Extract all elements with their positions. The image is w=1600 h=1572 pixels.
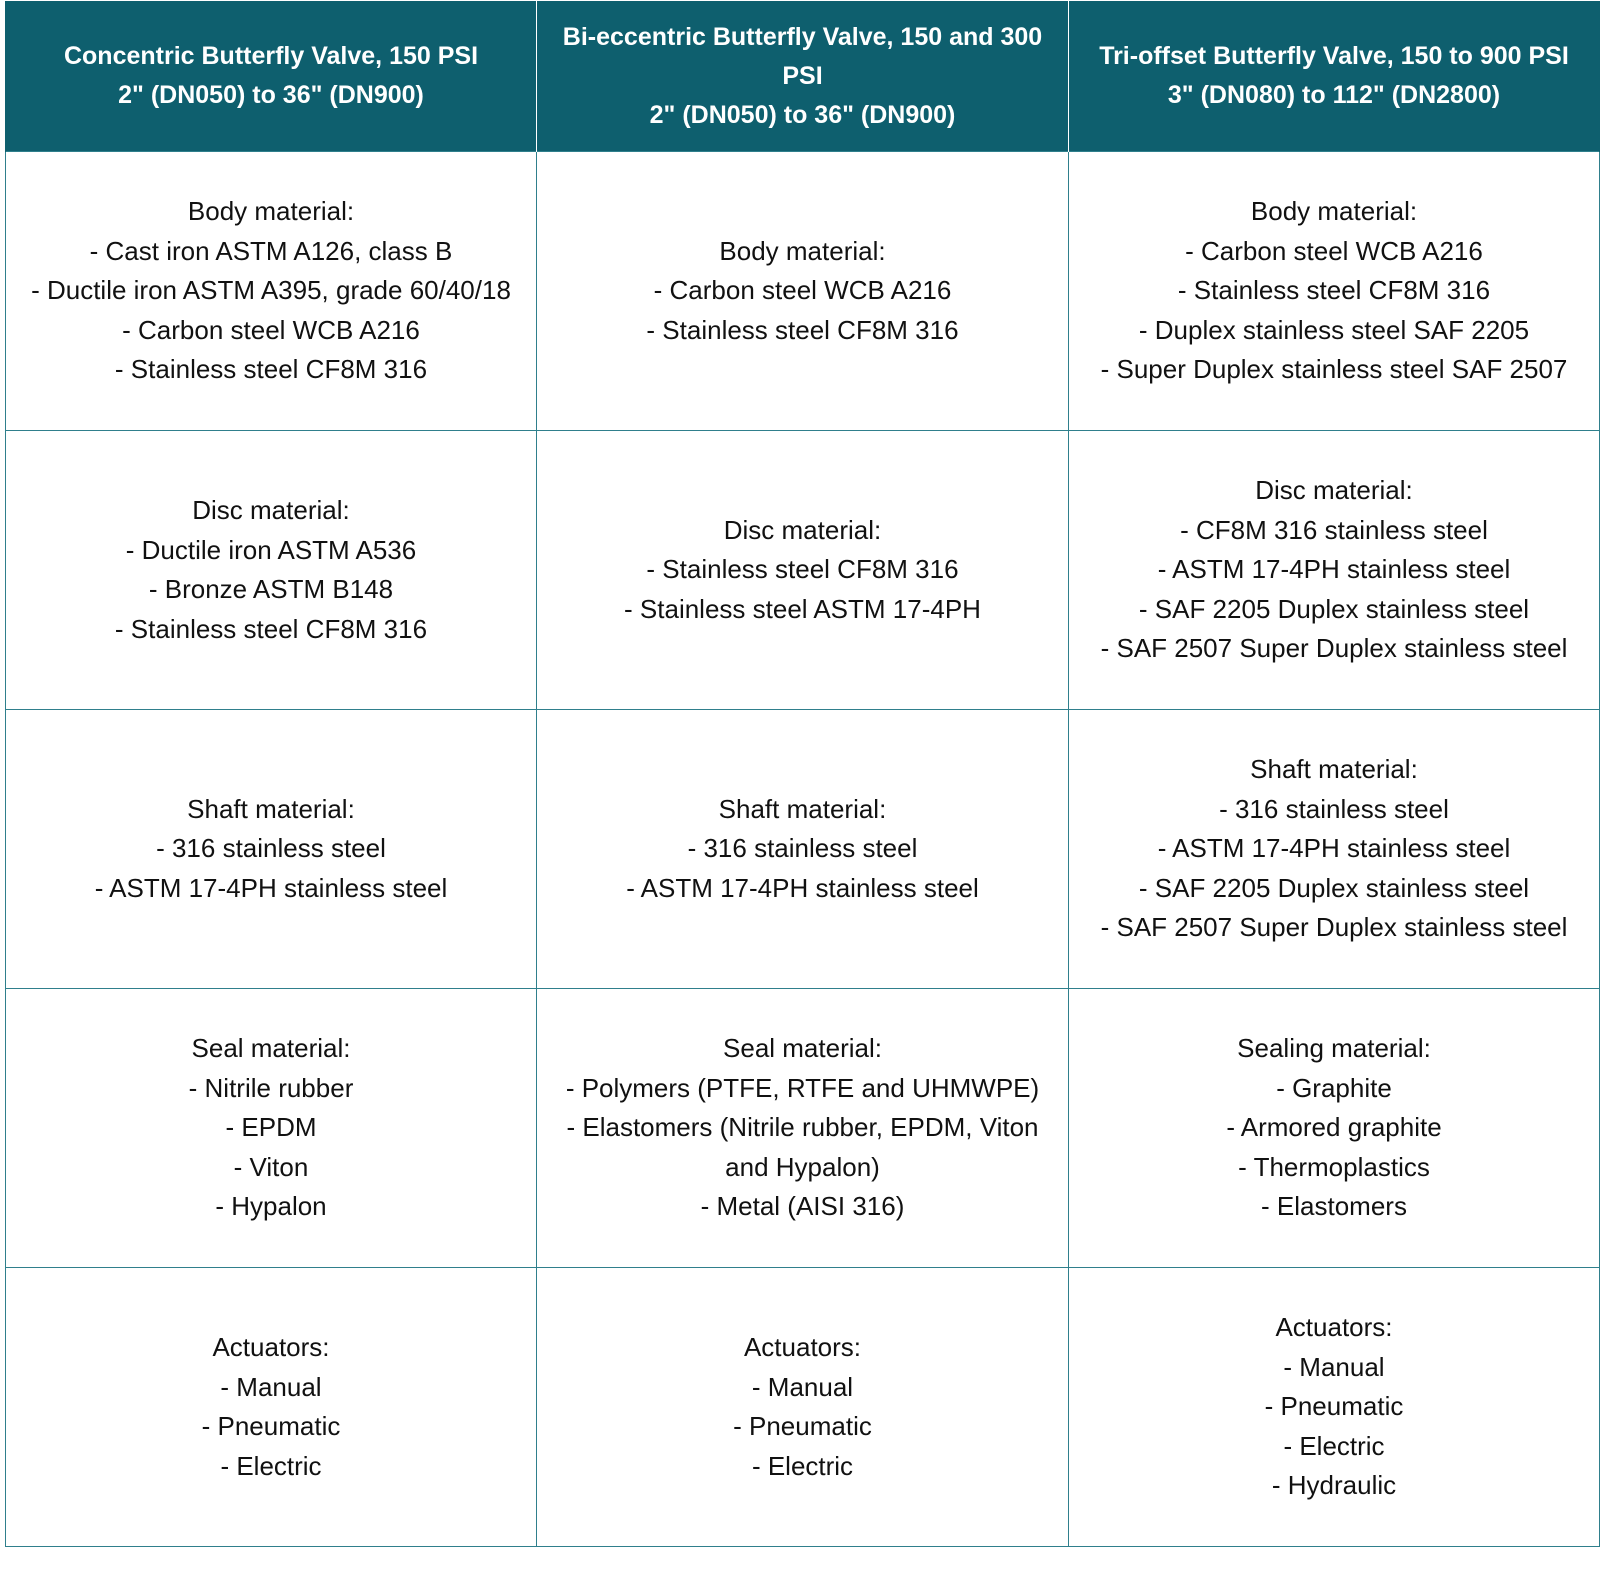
cell-title: Sealing material: [1237, 1033, 1431, 1064]
table-cell [6, 989, 537, 1268]
cell-list-item: - Electric [1283, 1430, 1385, 1461]
cell-list-item: - Hypalon [215, 1191, 327, 1222]
cell-list-item: - Elastomers [1261, 1191, 1407, 1222]
cell-list-item: - Pneumatic [201, 1411, 341, 1441]
actuators-row [6, 1268, 1600, 1547]
cell-list-item: - ASTM 17-4PH stainless steel [626, 872, 979, 903]
header-title: Tri-offset Butterfly Valve, 150 to 900 PSI [1099, 42, 1569, 70]
table-cell [537, 152, 1069, 431]
seal-material-row [6, 989, 1600, 1268]
cell-list-item: - Carbon steel WCB A216 [1185, 235, 1483, 266]
header-row [6, 1, 1600, 152]
table-cell [1069, 710, 1600, 989]
cell-list-item: - Metal (AISI 316) [700, 1191, 905, 1222]
table-body [6, 152, 1600, 1547]
cell-list-item: - Nitrile rubber [188, 1072, 354, 1103]
cell-list-item: - 316 stainless steel [156, 833, 386, 864]
cell-list-item: - ASTM 17-4PH stainless steel [1157, 554, 1511, 585]
table-cell [6, 1268, 537, 1547]
cell-list-item: - Pneumatic [1264, 1391, 1404, 1422]
cell-list-item: - Elastomers (Nitrile rubber, EPDM, Viton and Hypalon) [566, 1112, 1039, 1182]
table-cell [1069, 431, 1600, 710]
header-concentric [6, 1, 537, 152]
cell-list-item: - Bronze ASTM B148 [148, 574, 394, 604]
cell-list-item: - Stainless steel CF8M 316 [114, 354, 428, 385]
cell-list-item: - Graphite [1276, 1072, 1392, 1103]
table-header [6, 1, 1600, 152]
cell-title: Disc material: [1255, 475, 1413, 506]
cell-list-item: - ASTM 17-4PH stainless steel [94, 872, 448, 903]
cell-list-item: - Stainless steel ASTM 17-4PH [624, 593, 981, 624]
shaft-material-row [6, 710, 1600, 989]
table-cell [6, 152, 537, 431]
cell-list-item: - Manual [1283, 1351, 1385, 1382]
cell-list-item: - Pneumatic [733, 1411, 872, 1441]
cell-list-item: - 316 stainless steel [1219, 793, 1449, 824]
cell-list-item: - EPDM [225, 1112, 317, 1143]
cell-list-item: - SAF 2205 Duplex stainless steel [1138, 872, 1530, 903]
cell-list-item: - Electric [751, 1450, 854, 1481]
cell-list-item: - Stainless steel CF8M 316 [1177, 275, 1491, 306]
cell-list-item: - CF8M 316 stainless steel [1180, 514, 1488, 545]
header-size-range: 2" (DN050) to 36" (DN900) [118, 81, 424, 109]
cell-title: Seal material: [723, 1033, 882, 1064]
table-cell [1069, 1268, 1600, 1547]
cell-list-item: - Duplex stainless steel SAF 2205 [1138, 314, 1530, 345]
cell-list-item: - Viton [233, 1151, 309, 1182]
header-size-range: 3" (DN080) to 112" (DN2800) [1167, 81, 1501, 109]
cell-list-item: - SAF 2507 Super Duplex stainless steel [1100, 633, 1568, 664]
cell-title: Disc material: [192, 495, 350, 525]
cell-list-item: - Hydraulic [1271, 1470, 1397, 1501]
table-cell [6, 431, 537, 710]
header-title: Bi-eccentric Butterfly Valve, 150 and 300 PSI [562, 22, 1043, 90]
valve-comparison-table [5, 1, 1600, 1547]
cell-title: Body material: [1250, 196, 1418, 227]
cell-title: Body material: [719, 235, 886, 266]
header-bi-eccentric [537, 1, 1069, 152]
cell-title: Shaft material: [718, 793, 887, 824]
cell-title: Shaft material: [1250, 754, 1418, 785]
cell-list-item: - SAF 2205 Duplex stainless steel [1138, 593, 1530, 624]
cell-list-item: - Manual [751, 1371, 854, 1402]
cell-list-item: - Cast iron ASTM A126, class B [89, 235, 453, 266]
table-cell [6, 710, 537, 989]
cell-list-item: - Ductile iron ASTM A536 [125, 534, 417, 565]
table-cell [537, 710, 1069, 989]
header-size-range: 2" (DN050) to 36" (DN900) [649, 100, 956, 129]
cell-list-item: - Stainless steel CF8M 316 [646, 554, 959, 585]
cell-list-item: - Thermoplastics [1238, 1151, 1430, 1182]
cell-title: Actuators: [1275, 1312, 1393, 1343]
cell-title: Disc material: [723, 514, 882, 545]
cell-title: Body material: [187, 196, 355, 227]
disc-material-row [6, 431, 1600, 710]
cell-list-item: - 316 stainless steel [687, 833, 918, 864]
table-cell [537, 431, 1069, 710]
header-title: Concentric Butterfly Valve, 150 PSI [63, 42, 479, 70]
table-cell [1069, 989, 1600, 1268]
cell-list-item: - Manual [220, 1371, 322, 1402]
table-cell [1069, 152, 1600, 431]
cell-title: Shaft material: [187, 793, 355, 824]
table-cell [537, 989, 1069, 1268]
header-tri-offset [1069, 1, 1600, 152]
body-material-row [6, 152, 1600, 431]
cell-list-item: - SAF 2507 Super Duplex stainless steel [1100, 912, 1568, 943]
table-cell [537, 1268, 1069, 1547]
cell-list-item: - Armored graphite [1226, 1112, 1442, 1143]
cell-list-item: - Carbon steel WCB A216 [122, 314, 420, 345]
cell-list-item: - Polymers (PTFE, RTFE and UHMWPE) [565, 1072, 1040, 1103]
cell-list-item: - Carbon steel WCB A216 [653, 275, 952, 306]
cell-list-item: - Super Duplex stainless steel SAF 2507 [1100, 354, 1568, 385]
cell-list-item: - Stainless steel CF8M 316 [114, 613, 428, 644]
cell-title: Seal material: [191, 1033, 351, 1064]
cell-list-item: - ASTM 17-4PH stainless steel [1157, 833, 1511, 864]
cell-title: Actuators: [212, 1332, 330, 1362]
cell-list-item: - Ductile iron ASTM A395, grade 60/40/18 [31, 275, 511, 306]
cell-title: Actuators: [743, 1332, 862, 1362]
cell-list-item: - Stainless steel CF8M 316 [646, 314, 959, 345]
cell-list-item: - Electric [220, 1450, 322, 1481]
